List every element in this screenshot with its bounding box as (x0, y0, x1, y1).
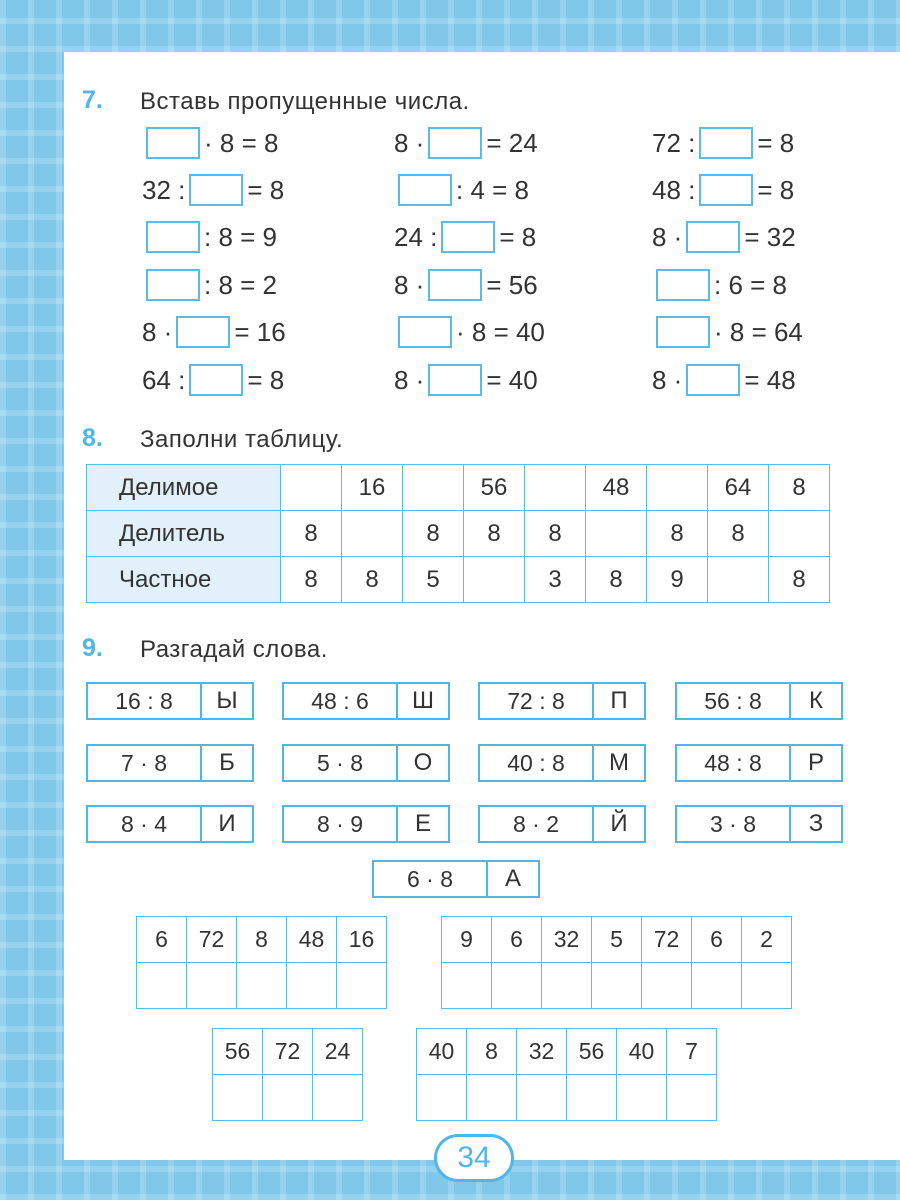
table-cell: 8 (586, 557, 647, 603)
card-expression: 8 · 4 (88, 807, 202, 841)
table-cell: 48 (586, 465, 647, 511)
equation-right: = 32 (744, 221, 796, 252)
table-cell: 8 (464, 511, 525, 557)
answer-box[interactable] (189, 364, 243, 396)
code-card (478, 744, 646, 782)
card-letter: Ш (412, 687, 434, 714)
equation (648, 361, 800, 399)
answer-box[interactable] (428, 364, 482, 396)
code-card (372, 860, 540, 898)
word-number-cell: 72 (187, 917, 237, 963)
equation (648, 218, 800, 256)
card-letter: З (808, 810, 824, 837)
table-cell: 3 (525, 557, 586, 603)
word-number-cell: 6 (137, 917, 187, 963)
table-row (87, 557, 830, 603)
equation-left: 24 : (394, 221, 438, 252)
card-letter: И (218, 810, 236, 837)
card-expression: 48 : 6 (284, 684, 398, 718)
equation (138, 218, 281, 256)
equation-right: = 56 (486, 269, 538, 300)
division-table (86, 464, 830, 603)
card-expression: 6 · 8 (374, 862, 488, 896)
word-number-cell: 7 (667, 1029, 717, 1075)
word-letter-cell[interactable] (187, 963, 237, 1009)
word-number-cell: 72 (642, 917, 692, 963)
table-cell: 8 (769, 557, 830, 603)
table-cell: 8 (769, 465, 830, 511)
word-letter-cell[interactable] (442, 963, 492, 1009)
word-number-cell: 6 (492, 917, 542, 963)
code-card (282, 682, 450, 720)
equation-left: 32 : (142, 174, 186, 205)
equation-right: : 6 = 8 (714, 269, 787, 300)
answer-box[interactable] (398, 174, 452, 206)
code-card (675, 744, 843, 782)
equation (138, 266, 281, 304)
code-card (282, 744, 450, 782)
table-cell[interactable] (586, 511, 647, 557)
equation-left: 8 · (652, 364, 683, 395)
equation-right: = 8 (499, 221, 537, 252)
answer-box[interactable] (146, 269, 200, 301)
code-card (282, 805, 450, 843)
table-cell: 16 (342, 465, 403, 511)
workbook-page (64, 52, 900, 1160)
card-expression: 56 : 8 (677, 684, 791, 718)
table-cell: 5 (403, 557, 464, 603)
equation (390, 218, 540, 256)
row-label: Делитель (87, 511, 281, 557)
code-card (675, 682, 843, 720)
equation-left: 8 · (394, 269, 425, 300)
answer-box[interactable] (656, 269, 710, 301)
word-letter-cell[interactable] (263, 1075, 313, 1121)
section-7-title: Вставь пропущенные числа. (140, 88, 470, 115)
word-number-cell: 8 (237, 917, 287, 963)
answer-box[interactable] (428, 269, 482, 301)
row-label: Делимое (87, 465, 281, 511)
word-letter-cell[interactable] (492, 963, 542, 1009)
table-row (87, 465, 830, 511)
equation-right: = 24 (486, 127, 538, 158)
section-9-number: 9. (82, 634, 103, 662)
equation-left: 64 : (142, 364, 186, 395)
equation-left: 8 · (394, 127, 425, 158)
equation (648, 124, 798, 162)
word-letter-cell[interactable] (213, 1075, 263, 1121)
card-expression: 5 · 8 (284, 746, 398, 780)
equation (138, 313, 290, 351)
equation (390, 313, 549, 351)
section-9-title: Разгадай слова. (140, 636, 328, 663)
word-grid (416, 1028, 717, 1121)
card-expression: 3 · 8 (677, 807, 791, 841)
table-cell: 8 (342, 557, 403, 603)
equation (648, 313, 807, 351)
code-card (86, 805, 254, 843)
word-letter-cell[interactable] (742, 963, 792, 1009)
equation (390, 171, 533, 209)
equation-right: = 48 (744, 364, 796, 395)
word-letter-cell[interactable] (567, 1075, 617, 1121)
table-cell: 8 (708, 511, 769, 557)
word-number-cell: 48 (287, 917, 337, 963)
table-cell[interactable] (647, 465, 708, 511)
equation (648, 266, 791, 304)
word-letter-cell[interactable] (642, 963, 692, 1009)
answer-box[interactable] (189, 174, 243, 206)
equation-right: = 8 (247, 174, 285, 205)
equation (138, 124, 282, 162)
section-7-number: 7. (82, 86, 103, 114)
word-number-cell: 32 (517, 1029, 567, 1075)
card-letter: Р (807, 749, 824, 776)
card-letter: П (610, 687, 628, 714)
card-letter: К (809, 687, 823, 714)
answer-box[interactable] (699, 127, 753, 159)
table-cell: 56 (464, 465, 525, 511)
word-letter-cell[interactable] (617, 1075, 667, 1121)
code-card (478, 682, 646, 720)
equation-right: = 8 (757, 174, 795, 205)
card-letter: Б (219, 749, 235, 776)
equation-right: : 8 = 2 (204, 269, 277, 300)
code-card (675, 805, 843, 843)
answer-box[interactable] (146, 127, 200, 159)
equation-right: = 8 (247, 364, 285, 395)
word-number-cell: 40 (417, 1029, 467, 1075)
word-number-cell: 6 (692, 917, 742, 963)
word-grid (441, 916, 792, 1009)
row-label: Частное (87, 557, 281, 603)
word-number-cell: 8 (467, 1029, 517, 1075)
equation-left: 8 · (652, 221, 683, 252)
card-expression: 16 : 8 (88, 684, 202, 718)
code-card (86, 744, 254, 782)
card-expression: 8 · 9 (284, 807, 398, 841)
equation-right: · 8 = 40 (456, 316, 545, 347)
equation-right: = 40 (486, 364, 538, 395)
table-cell[interactable] (342, 511, 403, 557)
answer-box[interactable] (398, 316, 452, 348)
table-cell: 8 (525, 511, 586, 557)
word-letter-cell[interactable] (417, 1075, 467, 1121)
table-cell: 8 (647, 511, 708, 557)
equation-left: 48 : (652, 174, 696, 205)
word-letter-cell[interactable] (467, 1075, 517, 1121)
equation-left: 8 · (142, 316, 173, 347)
equation (390, 124, 542, 162)
equation-left: 8 · (394, 364, 425, 395)
word-letter-cell[interactable] (287, 963, 337, 1009)
equation-right: · 8 = 8 (204, 127, 279, 158)
word-number-cell: 56 (213, 1029, 263, 1075)
word-number-cell: 56 (567, 1029, 617, 1075)
word-letter-cell[interactable] (542, 963, 592, 1009)
table-cell[interactable] (769, 511, 830, 557)
answer-box[interactable] (146, 221, 200, 253)
answer-box[interactable] (428, 127, 482, 159)
word-letter-cell[interactable] (337, 963, 387, 1009)
word-number-cell: 16 (337, 917, 387, 963)
word-letter-cell[interactable] (692, 963, 742, 1009)
answer-box[interactable] (699, 174, 753, 206)
code-card (478, 805, 646, 843)
word-letter-cell[interactable] (517, 1075, 567, 1121)
card-letter: Ы (216, 687, 238, 714)
table-cell[interactable] (403, 465, 464, 511)
word-number-cell: 32 (542, 917, 592, 963)
equation (138, 361, 288, 399)
word-letter-cell[interactable] (237, 963, 287, 1009)
answer-box[interactable] (441, 221, 495, 253)
table-cell: 8 (281, 557, 342, 603)
table-cell[interactable] (281, 465, 342, 511)
equation-right: · 8 = 64 (714, 316, 803, 347)
equation-left: 72 : (652, 127, 696, 158)
table-cell: 64 (708, 465, 769, 511)
card-letter: М (609, 749, 629, 776)
section-8-title: Заполни таблицу. (140, 426, 344, 453)
equation-right: : 8 = 9 (204, 221, 277, 252)
equation-right: = 16 (234, 316, 286, 347)
word-letter-cell[interactable] (592, 963, 642, 1009)
card-letter: О (413, 749, 433, 776)
card-expression: 40 : 8 (480, 746, 594, 780)
word-number-cell: 9 (442, 917, 492, 963)
answer-box[interactable] (176, 316, 230, 348)
word-letter-cell[interactable] (667, 1075, 717, 1121)
word-number-cell: 5 (592, 917, 642, 963)
word-number-cell: 40 (617, 1029, 667, 1075)
card-expression: 8 · 2 (480, 807, 594, 841)
answer-box[interactable] (686, 221, 740, 253)
word-letter-cell[interactable] (137, 963, 187, 1009)
equation-right: : 4 = 8 (456, 174, 529, 205)
table-cell[interactable] (464, 557, 525, 603)
word-number-cell: 72 (263, 1029, 313, 1075)
equation (648, 171, 798, 209)
card-expression: 7 · 8 (88, 746, 202, 780)
section-8-number: 8. (82, 424, 103, 452)
word-number-cell: 24 (313, 1029, 363, 1075)
table-cell[interactable] (708, 557, 769, 603)
code-card (86, 682, 254, 720)
page-number: 34 (434, 1134, 514, 1182)
equation (138, 171, 288, 209)
answer-box[interactable] (656, 316, 710, 348)
word-letter-cell[interactable] (313, 1075, 363, 1121)
card-expression: 48 : 8 (677, 746, 791, 780)
answer-box[interactable] (686, 364, 740, 396)
table-row (87, 511, 830, 557)
table-cell: 9 (647, 557, 708, 603)
table-cell: 8 (281, 511, 342, 557)
card-letter: А (504, 865, 521, 892)
table-cell[interactable] (525, 465, 586, 511)
card-expression: 72 : 8 (480, 684, 594, 718)
card-letter: Е (414, 810, 431, 837)
card-letter: Й (610, 810, 628, 837)
word-grid (212, 1028, 363, 1121)
table-cell: 8 (403, 511, 464, 557)
equation (390, 361, 542, 399)
equation-right: = 8 (757, 127, 795, 158)
word-grid (136, 916, 387, 1009)
word-number-cell: 2 (742, 917, 792, 963)
equation (390, 266, 542, 304)
